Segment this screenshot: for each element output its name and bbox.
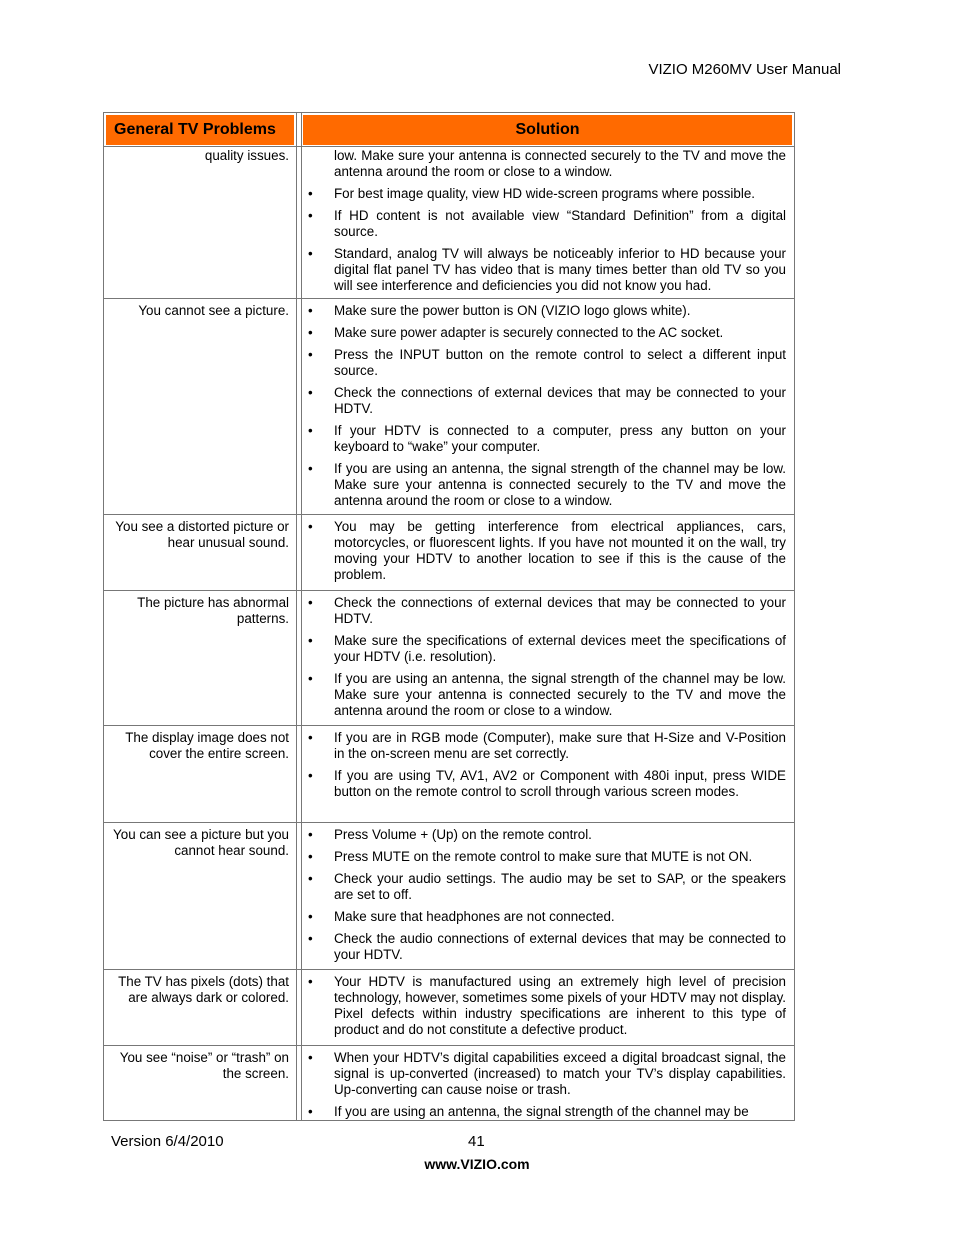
solution-item: • For best image quality, view HD wide-screen programs where possible. — [308, 186, 755, 201]
row-divider — [104, 298, 794, 299]
problem-text: The picture has abnormal patterns. — [137, 595, 289, 626]
bullet-icon: • — [308, 849, 313, 864]
solution-item: • Standard, analog TV will always be noticeably inferior to HD because your digital flat panel TV has video that is many times better than old TV so you will see interference and deficiencies you did not know you had. — [308, 246, 786, 293]
solution-list — [304, 303, 786, 515]
problem-text: You cannot see a picture. — [138, 303, 289, 318]
manual-title: VIZIO M260MV User Manual — [648, 61, 841, 78]
column-header-problems: General TV Problems — [106, 115, 294, 145]
solution-item: • If you are using an antenna, the signal strength of the channel may be low. Make sure your antenna is connected securely to the TV and move the antenna around the room or close to a window. — [308, 671, 786, 718]
bullet-icon: • — [308, 461, 313, 476]
bullet-icon: • — [308, 595, 313, 610]
column-header-solution: Solution — [303, 115, 792, 145]
solution-item: • You may be getting interference from electrical appliances, cars, motorcycles, or fluorescent lights. If you have not mounted it on the wall, try moving your HDTV to another location to see if this is the cause of the problem. — [308, 519, 786, 582]
solution-item: • When your HDTV’s digital capabilities exceed a digital broadcast signal, the signal is up-converted (increased) to match your TV’s display capabilities. Up-converting can cause noise or trash. — [308, 1050, 786, 1097]
solution-item: • If you are in RGB mode (Computer), make sure that H-Size and V-Position in the on-screen menu are set correctly. — [308, 730, 786, 761]
solution-item: • If HD content is not available view “Standard Definition” from a digital source. — [308, 208, 786, 239]
bullet-icon: • — [308, 303, 313, 318]
bullet-icon: • — [308, 347, 313, 362]
solution-item: • If you are using an antenna, the signal strength of the channel may be — [308, 1104, 749, 1119]
solution-list — [304, 827, 786, 969]
bullet-icon: • — [308, 974, 313, 989]
page-number: 41 — [468, 1133, 485, 1150]
bullet-icon: • — [308, 423, 313, 438]
header-divider — [104, 146, 794, 147]
website-link[interactable]: www.VIZIO.com — [424, 1156, 530, 1172]
row-divider — [104, 725, 794, 726]
problem-text: The display image does not cover the entire screen. — [125, 730, 289, 761]
bullet-icon: • — [308, 325, 313, 340]
bullet-icon: • — [308, 1104, 313, 1119]
bullet-icon: • — [308, 208, 313, 223]
solution-item: • Press MUTE on the remote control to make sure that MUTE is not ON. — [308, 849, 753, 864]
solution-item: • Your HDTV is manufactured using an extremely high level of precision technology, however, sometimes some pixels of your HDTV may not display. Pixel defects within industry specifications are inherent to this type of product and do not constitute a defective product. — [308, 974, 786, 1037]
solution-item: • Check the connections of external devices that may be connected to your HDTV. — [308, 595, 786, 626]
bullet-icon: • — [308, 246, 313, 261]
bullet-icon: • — [308, 186, 313, 201]
solution-item: • Check the connections of external devices that may be connected to your HDTV. — [308, 385, 786, 416]
solution-item: • Make sure that headphones are not connected. — [308, 909, 615, 924]
solution-item: • Make sure the specifications of external devices meet the specifications of your HDTV (i.e. resolution). — [308, 633, 786, 664]
problem-text: You see a distorted picture or hear unusual sound. — [115, 519, 289, 550]
problem-text: The TV has pixels (dots) that are always dark or colored. — [118, 974, 289, 1005]
row-divider — [104, 514, 794, 515]
solution-item: • Make sure power adapter is securely connected to the AC socket. — [308, 325, 724, 340]
solution-list — [304, 519, 786, 589]
solution-item: low. Make sure your antenna is connected securely to the TV and move the antenna around the room or close to a window. — [334, 148, 786, 179]
solution-item: • If you are using TV, AV1, AV2 or Component with 480i input, press WIDE button on the remote control to scroll through various screen modes. — [308, 768, 786, 799]
bullet-icon: • — [308, 909, 313, 924]
solution-item: • Press Volume + (Up) on the remote control. — [308, 827, 592, 842]
row-divider — [104, 1045, 794, 1046]
row-divider — [104, 969, 794, 970]
bullet-icon: • — [308, 730, 313, 745]
solution-item: • Make sure the power button is ON (VIZIO logo glows white). — [308, 303, 691, 318]
solution-item: • If your HDTV is connected to a computer, press any button on your keyboard to “wake” your computer. — [308, 423, 786, 454]
solution-item: • Check your audio settings. The audio may be set to SAP, or the speakers are set to off. — [308, 871, 786, 902]
troubleshooting-table — [103, 112, 795, 1121]
solution-list — [304, 974, 786, 1044]
solution-list — [304, 595, 786, 725]
bullet-icon: • — [308, 633, 313, 648]
problem-text: You can see a picture but you cannot hear sound. — [113, 827, 289, 858]
problem-text: quality issues. — [204, 148, 289, 163]
bullet-icon: • — [308, 671, 313, 686]
bullet-icon: • — [308, 519, 313, 534]
solution-item: • Check the audio connections of external devices that may be connected to your HDTV. — [308, 931, 786, 962]
solution-list — [304, 148, 786, 300]
problem-text: You see “noise” or “trash” on the screen. — [119, 1050, 289, 1081]
bullet-icon: • — [308, 385, 313, 400]
solution-item: • If you are using an antenna, the signal strength of the channel may be low. Make sure your antenna is connected securely to the TV and move the antenna around the room or close to a window. — [308, 461, 786, 508]
bullet-icon: • — [308, 827, 313, 842]
version-text: Version 6/4/2010 — [111, 1133, 224, 1150]
bullet-icon: • — [308, 1050, 313, 1065]
bullet-icon: • — [308, 931, 313, 946]
row-divider — [104, 590, 794, 591]
bullet-icon: • — [308, 871, 313, 886]
bullet-icon: • — [308, 768, 313, 783]
solution-list — [304, 730, 786, 806]
solution-item: • Press the INPUT button on the remote control to select a different input source. — [308, 347, 786, 378]
row-divider — [104, 822, 794, 823]
solution-list — [304, 1050, 786, 1126]
